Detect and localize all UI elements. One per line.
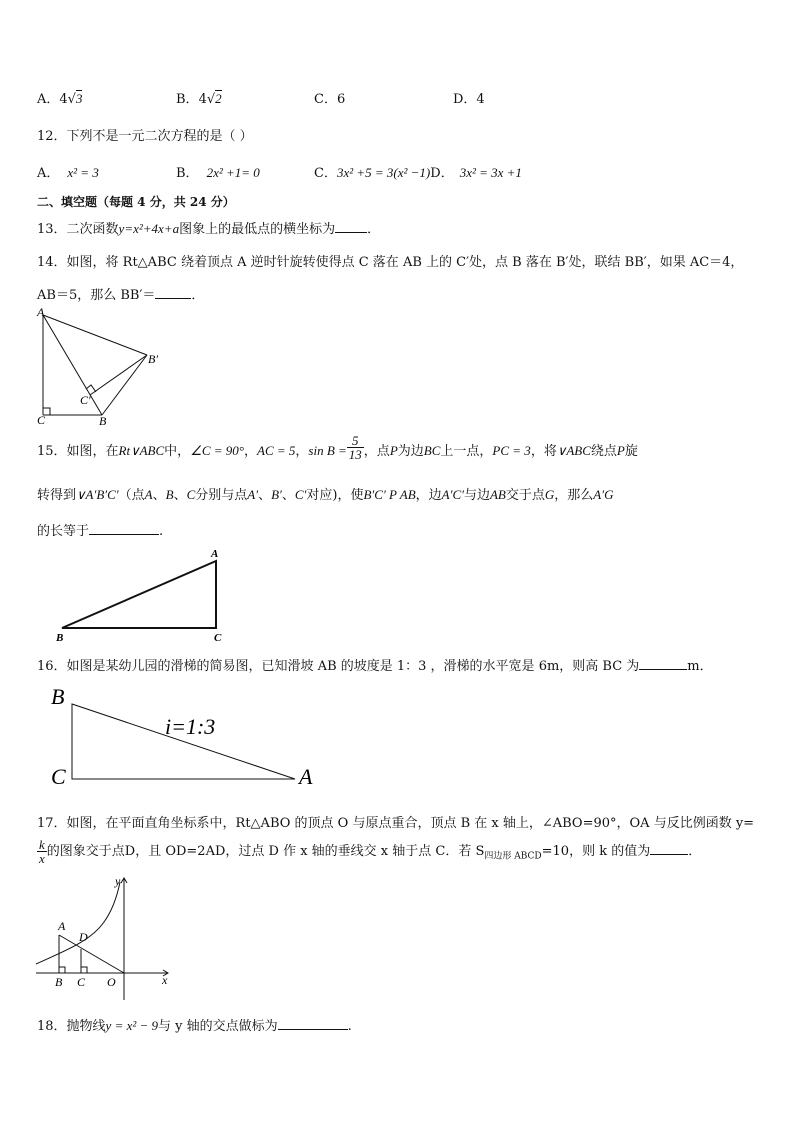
q15-l2-s: 与边 (463, 488, 490, 503)
q14-line2-end: ． (191, 288, 205, 303)
answer-blank (278, 1017, 348, 1030)
q17-fraction (37, 838, 47, 865)
q12-option-a (37, 162, 99, 181)
q11-option-b (176, 88, 222, 107)
q15-l1-k: 为边 (397, 444, 424, 459)
q15-l2-h: C (186, 487, 196, 502)
q16-figure (45, 682, 330, 792)
q15-l1-j: P (389, 443, 398, 458)
fig-label-c: C (37, 413, 46, 427)
fig-label-a: A (37, 305, 45, 319)
q15-l1-o: ，将 (530, 444, 557, 459)
q11-a-label: A． (37, 92, 60, 107)
fig-label-o: O (107, 975, 116, 989)
fig-label-x: x (162, 973, 168, 987)
q15-l2-i: 分别与点 (195, 488, 248, 503)
q17-line2-b: =10，则 k 的值为 (541, 844, 651, 859)
q15-line1 (37, 433, 638, 462)
fig-label-a: A (58, 919, 66, 933)
answer-blank (155, 286, 191, 299)
q15-l1-f: AC = 5 (257, 443, 296, 458)
q15-l1-r: P (616, 443, 625, 458)
q15-l2-a: 转得到 (37, 488, 77, 503)
answer-blank (650, 842, 688, 855)
q15-l2-f: B (165, 487, 174, 502)
q17-frac-num: k (39, 837, 45, 852)
answer-blank (639, 657, 687, 670)
fig-label-y: y (115, 874, 121, 888)
fig-label-a: A (299, 764, 313, 789)
q18-pre: 18．抛物线 (37, 1019, 106, 1034)
fig-label-d: D (79, 930, 88, 944)
slope-label: i=1:3 (165, 714, 216, 739)
q13-formula: y=x²+4x+a (118, 221, 180, 236)
q18-end: . (347, 1019, 352, 1034)
q15-l1-i: ，点 (363, 444, 390, 459)
q17-line2-end: ． (688, 844, 702, 859)
q17-line2-a: 的图象交于点D，且 OD=2AD，过点 D 作 x 轴的垂线交 x 轴于点 C．若 S (46, 844, 485, 859)
q16-text-end: m． (687, 659, 713, 674)
q12-option-c (314, 162, 522, 181)
fig-label-c-prime: C′ (80, 393, 91, 407)
q15-l1-e: ， (243, 444, 257, 459)
q14-line2-pre: AB＝5，那么 BB′＝ (37, 288, 156, 303)
q17-figure (32, 872, 177, 1002)
q15-l2-k: 、 (258, 488, 272, 503)
q13-end: ． (367, 222, 381, 237)
q12-d-equation: 3x² = 3x +1 (459, 165, 522, 180)
q17-frac-den: x (39, 851, 45, 866)
q15-l2-d: A (144, 487, 153, 502)
q15-l1-d: ∠C = 90° (190, 443, 244, 458)
q15-frac-num: 5 (347, 434, 364, 448)
q15-frac-den: 13 (348, 447, 362, 462)
q12-a-equation: x² = 3 (67, 165, 99, 180)
q15-l2-u: 交于点 (505, 488, 545, 503)
q15-l1-a: 15．如图，在 (37, 444, 119, 459)
sqrt-sign: √ (206, 92, 216, 107)
fig-label-c: C (77, 975, 86, 989)
q11-b-radicand: 2 (215, 91, 222, 106)
q15-l2-g: 、 (173, 488, 187, 503)
q15-l1-b: Rt∨ABC (118, 443, 165, 458)
q11-a-coef: 4 (59, 92, 68, 107)
q17-subscript: 四边形 ABCD (484, 851, 542, 862)
q15-l2-p: B′C′ P AB (363, 487, 416, 502)
q15-l1-p: ∨ABC (556, 443, 591, 458)
q15-l1-s: 旋 (624, 444, 638, 459)
q13-post: 图象上的最低点的横坐标为 (179, 222, 336, 237)
fig-label-b: B (55, 975, 63, 989)
q15-figure (50, 545, 235, 645)
q15-l2-r: A′C′ (441, 487, 464, 502)
fig-label-a: A (211, 548, 219, 560)
q15-l1-h: sin B = (308, 443, 347, 458)
q13-pre: 13．二次函数 (37, 222, 119, 237)
q14-line2 (37, 284, 204, 303)
q15-l2-c: （点 (118, 488, 145, 503)
q15-l2-v: G (544, 487, 555, 502)
answer-blank (89, 522, 159, 535)
fig-label-b: B (56, 632, 64, 644)
q15-l1-m: 上一点， (440, 444, 493, 459)
q17-line2 (37, 838, 701, 865)
q15-line2 (37, 484, 613, 503)
q16-text-pre: 16．如图是某幼儿园的滑梯的简易图，已知滑坡 AB 的坡度是 1：3 ，滑梯的水平宽是 6m，则高 BC 为 (37, 659, 640, 674)
q15-fraction (347, 434, 364, 461)
q15-l1-c: 中， (164, 444, 191, 459)
fig-label-c: C (51, 764, 66, 789)
section-heading: 二、填空题（每题 4 分，共 24 分） (37, 195, 235, 209)
sqrt-sign: √ (67, 92, 76, 107)
q11-option-c: C．6 (314, 92, 346, 107)
q15-l1-g: ， (295, 444, 309, 459)
q15-l1-l: BC (423, 443, 441, 458)
q18-mid: 与 y 轴的交点做标为 (158, 1019, 278, 1034)
fig-label-b-prime: B′ (148, 352, 158, 366)
q15-l1-q: 绕点 (590, 444, 617, 459)
q12-a-label: A． (37, 166, 60, 181)
q12-c-label: C． (314, 166, 337, 181)
q15-l2-w: ，那么 (554, 488, 594, 503)
q12-b-equation: 2x² +1= 0 (206, 165, 260, 180)
q12-option-b (176, 162, 260, 181)
q15-l2-q: ，边 (415, 488, 442, 503)
q12-stem: 12．下列不是一元二次方程的是（ ） (37, 129, 253, 144)
q15-l2-m: 、 (281, 488, 295, 503)
q15-l2-t: AB (489, 487, 506, 502)
q11-b-coef: 4 (198, 92, 207, 107)
q12-c-equation: 3x² +5 = 3(x² −1) (336, 165, 431, 180)
answer-blank (335, 220, 367, 233)
fig-label-b: B (99, 414, 107, 428)
q15-line3 (37, 520, 163, 539)
q12-d-label: D． (430, 166, 454, 181)
fig-label-b: B (51, 684, 65, 709)
q16-text (37, 655, 713, 674)
q11-a-radicand: 3 (75, 91, 83, 106)
q15-l2-x: A′G (593, 487, 614, 502)
q11-b-label: B． (176, 92, 199, 107)
q15-l2-b: ∨A′B′C′ (76, 487, 119, 502)
q15-l1-n: PC = 3 (492, 443, 531, 458)
q14-figure (30, 303, 170, 428)
q15-l2-j: A′ (247, 487, 259, 502)
q18-text (37, 1015, 352, 1034)
q14-line1: 14．如图，将 Rt△ABC 绕着顶点 A 逆时针旋转使得点 C 落在 AB 上的 C′处，点 B 落在 B′处，联结 BB′，如果 AC＝4， (37, 255, 744, 270)
fig-label-c: C (214, 632, 222, 644)
q15-line3-pre: 的长等于 (37, 524, 90, 539)
q17-line1: 17．如图，在平面直角坐标系中，Rt△ABO 的顶点 O 与原点重合，顶点 B 在 x 轴上，∠ABO=90°，OA 与反比例函数 y= (37, 816, 755, 831)
q11-option-d: D．4 (453, 92, 485, 107)
q13-text (37, 218, 380, 237)
q15-l2-o: 对应)，使 (306, 488, 364, 503)
q12-b-label: B． (176, 166, 199, 181)
q15-l2-l: B′ (271, 487, 282, 502)
q15-l2-n: C′ (294, 487, 307, 502)
q15-l2-e: 、 (152, 488, 166, 503)
q15-line3-end: . (159, 524, 164, 539)
q11-option-a (37, 88, 82, 107)
q18-formula: y = x² − 9 (105, 1018, 159, 1033)
